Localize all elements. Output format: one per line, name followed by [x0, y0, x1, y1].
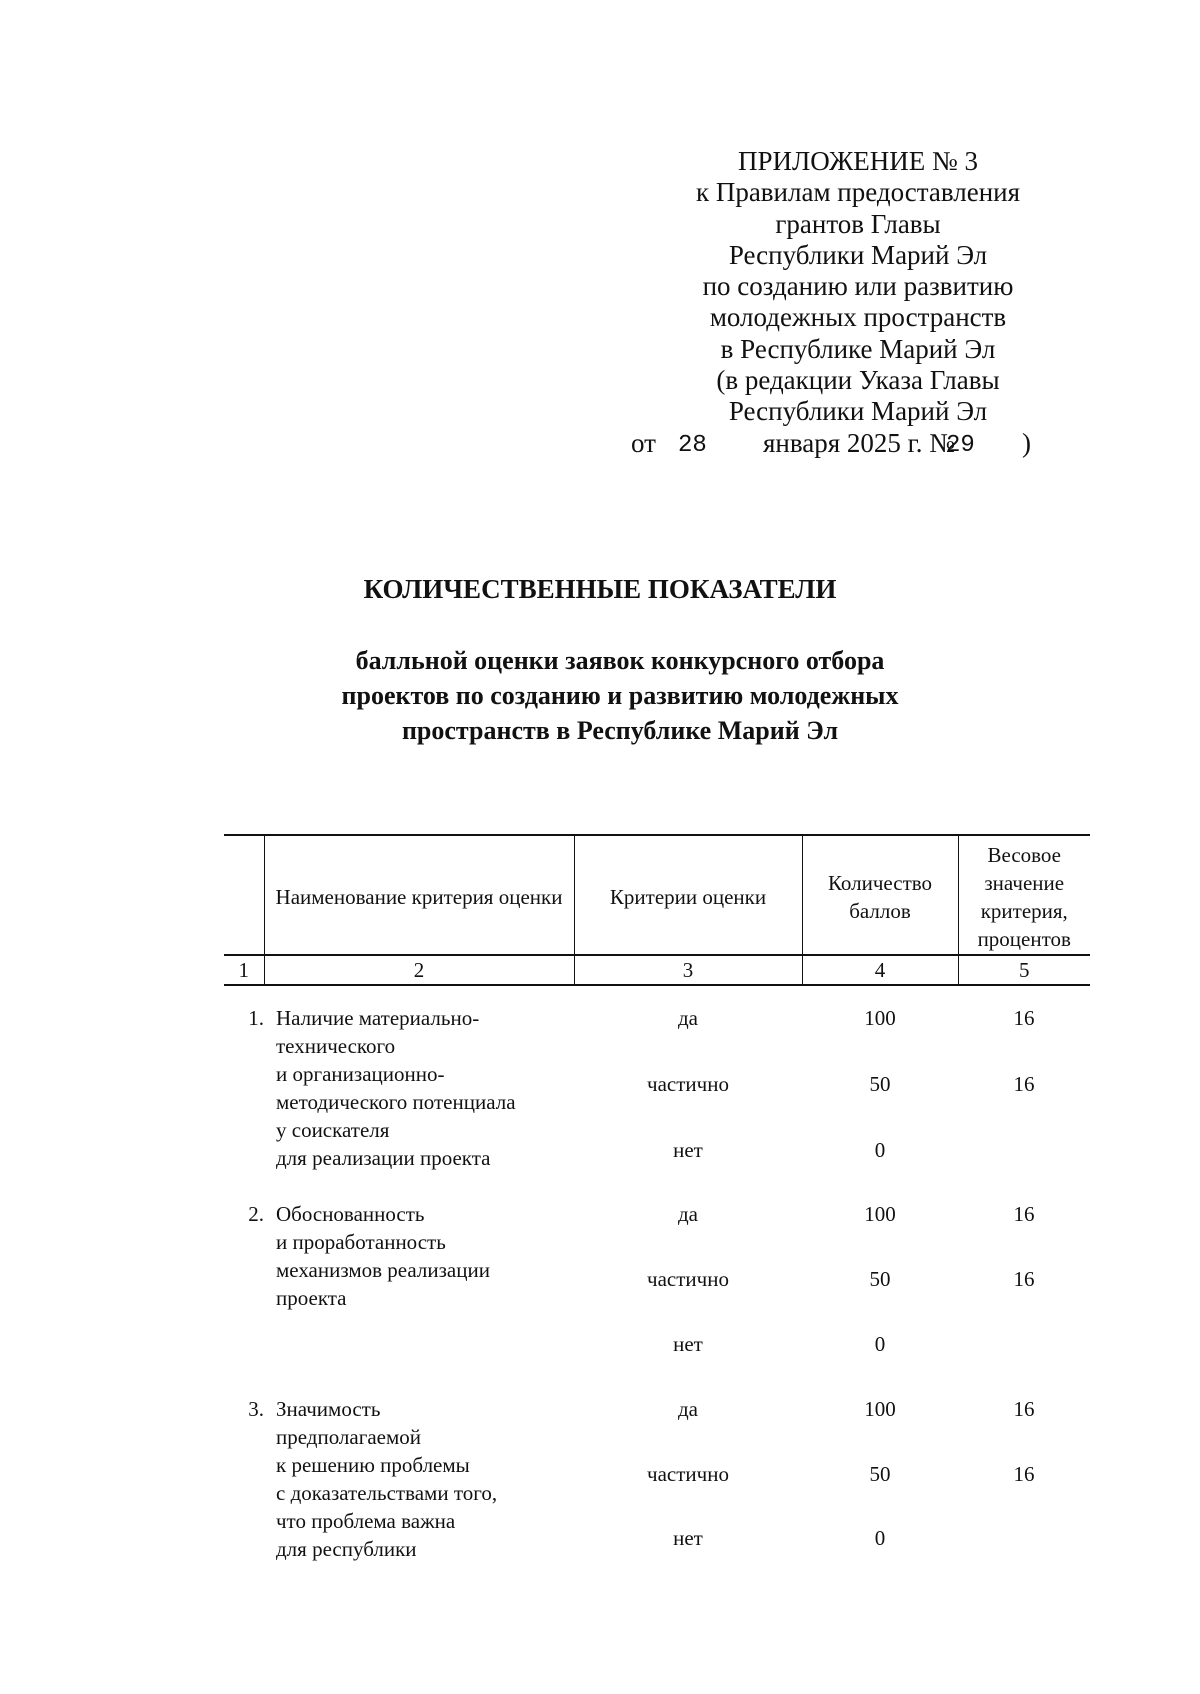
criterion-name-line: для реализации проекта [276, 1146, 491, 1170]
column-number: 3 [574, 955, 802, 985]
appendix-header [631, 146, 1031, 459]
table-row [224, 1070, 1090, 1098]
criterion-name-line: с доказательствами того, [276, 1481, 498, 1505]
column-number: 1 [224, 955, 264, 985]
subtitle-line: балльной оценки заявок конкурсного отбора [355, 646, 885, 675]
criterion-number: 2. [248, 1202, 264, 1226]
appendix-line: молодежных пространств [709, 302, 1007, 333]
criterion-name-line: к решению проблемы [276, 1453, 470, 1477]
weight-cell: 16 [1013, 1072, 1035, 1096]
criterion-name-line: методического потенциала [276, 1090, 516, 1114]
evaluation-cell: нет [673, 1526, 703, 1550]
criterion-name-line: и организационно- [276, 1062, 445, 1086]
criterion-name-line: для республики [276, 1537, 417, 1561]
criterion-name-line: Значимость [276, 1397, 381, 1421]
date-close-paren: ) [1022, 427, 1031, 458]
points-cell: 100 [864, 1397, 896, 1421]
criterion-name-line: у соискателя [276, 1118, 390, 1142]
weight-cell: 16 [1013, 1202, 1035, 1226]
weight-cell: 16 [1013, 1397, 1035, 1421]
decree-date-line [631, 427, 1031, 459]
criterion-name-line: предполагаемой [276, 1425, 422, 1449]
subtitle-line: пространств в Республике Марий Эл [401, 716, 839, 745]
criterion-name-line: Обоснованность [276, 1202, 425, 1226]
header-weight: Весовое значение критерия, процентов [958, 835, 1090, 955]
criterion-name-line: механизмов реализации [276, 1258, 490, 1282]
criterion-name-line: технического [276, 1034, 396, 1058]
column-numbers-row [224, 955, 1090, 985]
evaluation-cell: да [677, 1397, 698, 1421]
evaluation-cell: нет [673, 1138, 703, 1162]
appendix-line: в Республике Марий Эл [720, 333, 996, 364]
weight-cell: 16 [1013, 1267, 1035, 1291]
appendix-line: ПРИЛОЖЕНИЕ № 3 [737, 146, 979, 176]
column-number: 5 [958, 955, 1090, 985]
decree-number: 29 [946, 431, 975, 459]
header-criterion-name: Наименование критерия оценки [264, 835, 574, 955]
evaluation-cell: да [677, 1006, 698, 1030]
header-points: Количество баллов [802, 835, 958, 955]
points-cell: 50 [869, 1462, 891, 1486]
points-cell: 100 [864, 1006, 896, 1030]
appendix-line: Республики Марий Эл [728, 396, 988, 427]
table-header-row [224, 835, 1090, 955]
evaluation-cell: частично [647, 1267, 729, 1291]
document-subtitle [300, 643, 940, 748]
criteria-table [224, 834, 1090, 986]
criterion-name-line: и проработанность [276, 1230, 446, 1254]
table-row [224, 1265, 1090, 1293]
appendix-line: (в редакции Указа Главы [716, 365, 1000, 396]
evaluation-cell: нет [673, 1332, 703, 1356]
appendix-line: Республики Марий Эл [728, 239, 988, 270]
points-cell: 0 [874, 1138, 886, 1162]
table-row [224, 1004, 1090, 1032]
column-number: 4 [802, 955, 958, 985]
appendix-line: к Правилам предоставления [695, 177, 1021, 208]
date-prefix: от [631, 427, 656, 458]
evaluation-cell: частично [647, 1462, 729, 1486]
appendix-line: по созданию или развитию [702, 271, 1014, 302]
criterion-name-line: проекта [276, 1286, 347, 1310]
criterion-name-line: Наличие материально- [276, 1006, 480, 1030]
table-row [224, 1136, 1090, 1164]
header-evaluation: Критерии оценки [574, 835, 802, 955]
table-row [224, 1330, 1090, 1358]
weight-cell: 16 [1013, 1006, 1035, 1030]
points-cell: 0 [874, 1332, 886, 1356]
table-row [224, 1395, 1090, 1423]
evaluation-cell: частично [647, 1072, 729, 1096]
points-cell: 50 [869, 1267, 891, 1291]
points-cell: 100 [864, 1202, 896, 1226]
date-month-year: января 2025 г. № [763, 427, 955, 458]
table-row [224, 1200, 1090, 1228]
date-day: 28 [678, 431, 707, 459]
appendix-line: грантов Главы [775, 208, 941, 239]
evaluation-cell: да [677, 1202, 698, 1226]
subtitle-line: проектов по созданию и развитию молодежных [341, 681, 899, 710]
header-index [224, 835, 264, 955]
table-row [224, 1460, 1090, 1488]
points-cell: 0 [874, 1526, 886, 1550]
weight-cell: 16 [1013, 1462, 1035, 1486]
points-cell: 50 [869, 1072, 891, 1096]
criterion-name-line: что проблема важна [276, 1509, 456, 1533]
column-number: 2 [264, 955, 574, 985]
criterion-number: 1. [248, 1006, 264, 1030]
document-title: КОЛИЧЕСТВЕННЫЕ ПОКАЗАТЕЛИ [363, 574, 837, 604]
criterion-number: 3. [248, 1397, 264, 1421]
table-row [224, 1524, 1090, 1552]
